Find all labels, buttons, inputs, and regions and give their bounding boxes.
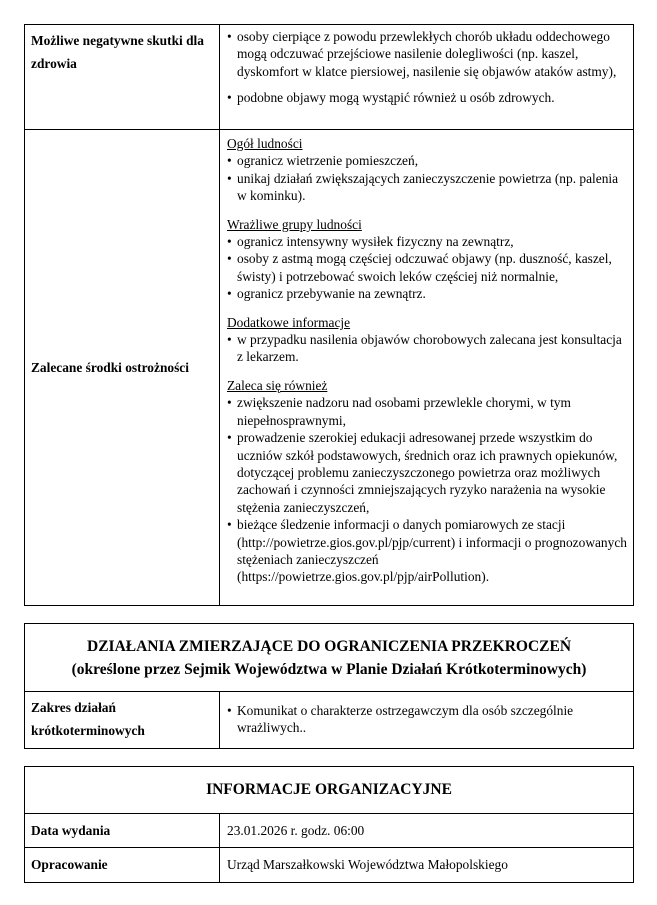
list-item: • podobne objawy mogą wystąpić również u osób zdrowych. xyxy=(227,89,627,106)
date-row xyxy=(25,814,634,848)
section-list xyxy=(227,152,627,204)
section-heading: Wrażliwe grupy ludności xyxy=(227,216,362,232)
author-row xyxy=(25,848,634,883)
section-heading: Dodatkowe informacje xyxy=(227,314,351,330)
list-item: • osoby z astmą mogą częściej odczuwać objawy (np. duszność, kaszel, świsty) i potrzebować swoich leków częściej niż normalnie, xyxy=(227,250,627,285)
list-item: • ogranicz przebywanie na zewnątrz. xyxy=(227,285,627,302)
section-list xyxy=(227,394,627,585)
section-list xyxy=(227,233,627,303)
health-effects-list xyxy=(227,28,627,107)
org-header-row xyxy=(25,767,634,814)
precautions-row xyxy=(25,130,634,606)
actions-header xyxy=(25,624,634,692)
actions-subtitle: (określone przez Sejmik Województwa w Planie Działań Krótkoterminowych) xyxy=(71,660,587,678)
actions-value xyxy=(220,692,634,749)
actions-title: DZIAŁANIA ZMIERZAJĄCE DO OGRANICZENIA PRZEKROCZEŃ xyxy=(87,637,572,655)
section-list xyxy=(227,331,627,366)
additional-info-section xyxy=(227,314,627,366)
health-effects-row xyxy=(25,25,634,130)
org-table xyxy=(24,766,634,883)
list-item: • zwiększenie nadzoru nad osobami przewlekle chorymi, w tym niepełnosprawnymi, xyxy=(227,394,627,429)
list-item: • unikaj działań zwiększających zanieczyszczenie powietrza (np. palenia w kominku). xyxy=(227,170,627,205)
actions-row xyxy=(25,692,634,749)
precautions-label: Zalecane środki ostrożności xyxy=(25,130,220,606)
list-item: • ogranicz wietrzenie pomieszczeń, xyxy=(227,152,627,169)
info-table xyxy=(24,24,634,606)
precautions-value xyxy=(220,130,634,606)
list-item: • w przypadku nasilenia objawów chorobowych zalecana jest konsultacja z lekarzem. xyxy=(227,331,627,366)
list-item: • bieżące śledzenie informacji o danych pomiarowych ze stacji (http://powietrze.gios.gov.pl/pjp/current) i informacji o prognozowanych stężeniach zanieczyszczeń (https://powietrze.gios.gov.pl/pjp/airPollution). xyxy=(227,516,627,586)
list-item: • ogranicz intensywny wysiłek fizyczny na zewnątrz, xyxy=(227,233,627,250)
list-item: • prowadzenie szerokiej edukacji adresowanej przede wszystkim do uczniów szkół podstawowych, średnich oraz ich prawnych opiekunów, dotyczącej problemu zanieczyszczonego powietrza oraz możliwych zachowań i czynności zmniejszających ryzyko narażenia na wysokie stężenia zanieczyszczeń, xyxy=(227,429,627,516)
date-value: 23.01.2026 r. godz. 06:00 xyxy=(220,814,634,848)
author-label: Opracowanie xyxy=(25,848,220,883)
health-effects-label: Możliwe negatywne skutki dla zdrowia xyxy=(25,25,220,130)
section-heading: Ogół ludności xyxy=(227,136,303,151)
actions-label: Zakres działań krótkoterminowych xyxy=(25,692,220,749)
section-heading: Zaleca się również xyxy=(227,377,328,393)
actions-table xyxy=(24,623,634,749)
actions-header-row xyxy=(25,624,634,692)
org-title: INFORMACJE ORGANIZACYJNE xyxy=(25,767,634,814)
list-item: • Komunikat o charakterze ostrzegawczym dla osób szczególnie wrażliwych.. xyxy=(227,702,627,737)
date-label: Data wydania xyxy=(25,814,220,848)
general-population-section xyxy=(227,135,627,205)
author-value: Urząd Marszałkowski Województwa Małopolskiego xyxy=(220,848,634,883)
list-item: • osoby cierpiące z powodu przewlekłych chorób układu oddechowego mogą odczuwać przejściowe nasilenie dolegliwości (np. kaszel, dyskomfort w klatce piersiowej, nasilenie się objawów ataków astmy), xyxy=(227,28,627,80)
actions-list xyxy=(227,702,627,737)
health-effects-value xyxy=(220,25,634,130)
sensitive-groups-section xyxy=(227,216,627,303)
also-recommended-section xyxy=(227,377,627,586)
